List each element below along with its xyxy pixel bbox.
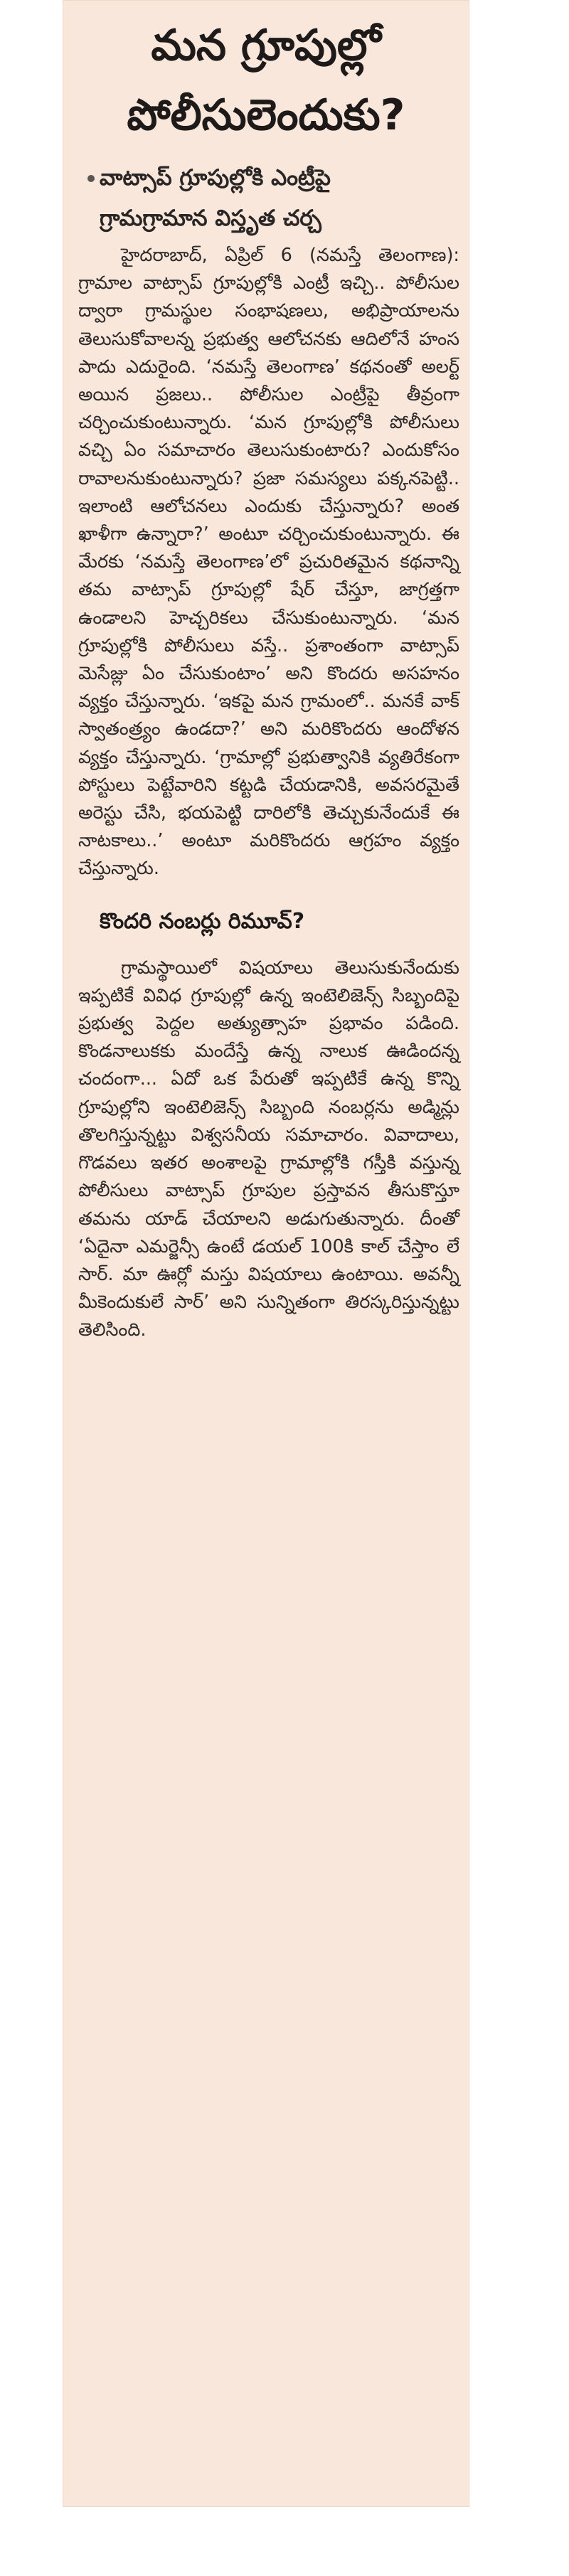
- subheadline: [63, 158, 469, 239]
- article-body-1: [63, 242, 469, 883]
- crosshead: కొందరి నంబర్లు రిమూవ్?: [100, 908, 305, 934]
- bullet-icon: [87, 175, 95, 182]
- article-body-2: [63, 954, 469, 1345]
- newspaper-clipping: [63, 0, 469, 2507]
- subheadline-line-2: గ్రామగ్రామాన విస్తృత చర్చ: [100, 206, 321, 231]
- paragraph-2: గ్రామస్థాయిలో విషయాలు తెలుసుకునేందుకు ఇప్పటికే వివిధ గ్రూపుల్లో ఉన్న ఇంటెలిజెన్స్ సిబ్బందిపై ప్రభుత్వ పెద్దల అత్యుత్సాహ ప్రభావం పడింది. కొండనాలుకకు మందేస్తే ఉన్న నాలుక ఊడిందన్న చందంగా... ఏదో ఒక పేరుతో ఇప్పటికే ఉన్న కొన్ని గ్రూపుల్లోని ఇంటెలిజెన్స్ సిబ్బంది నంబర్లను అడ్మిన్లు తొలగిస్తున్నట్టు విశ్వసనీయ సమాచారం. వివాదాలు, గొడవలు ఇతర అంశాలపై గ్రామాల్లోకి గస్తీకి వస్తున్న పోలీసులు వాట్సాప్ గ్రూపుల ప్రస్తావన తీసుకొస్తూ తమను యాడ్ చేయాలని అడుగుతున్నారు. దీంతో ‘ఏదైనా ఎమర్జెన్సీ ఉంటే డయల్ 100కి కాల్ చేస్తాం లే సార్. మా ఊర్లో మస్తు విషయాలు ఉంటాయి. అవన్నీ మీకెందుకులే సార్’ అని సున్నితంగా తిరస్కరిస్తున్నట్టు తెలిసింది.: [78, 957, 459, 1341]
- headline-line-1: మన గ్రూపుల్లో: [151, 21, 381, 70]
- headline: [63, 0, 469, 148]
- headline-line-2: పోలీసులెందుకు?: [127, 90, 405, 140]
- paragraph-1: హైదరాబాద్, ఏప్రిల్ 6 (నమస్తే తెలంగాణ): గ్రామాల వాట్సాప్ గ్రూపుల్లోకి ఎంట్రీ ఇచ్చి.. పోలీసుల ద్వారా గ్రామస్థుల సంభాషణలు, అభిప్రాయాలను తెలుసుకోవాలన్న ప్రభుత్వ ఆలోచనకు ఆదిలోనే హంస పాదు ఎదురైంది. ‘నమస్తే తెలంగాణ’ కథనంతో అలర్ట్ అయిన ప్రజలు.. పోలీసుల ఎంట్రీపై తీవ్రంగా చర్చించుకుంటున్నారు. ‘మన గ్రూపుల్లోకి పోలీసులు వచ్చి ఏం సమాచారం తెలుసుకుంటారు? ఎందుకోసం రావాలనుకుంటున్నారు? ప్రజా సమస్యలు పక్కనపెట్టి.. ఇలాంటి ఆలోచనలు ఎందుకు చేస్తున్నారు? అంత ఖాళీగా ఉన్నారా?’ అంటూ చర్చించుకుంటున్నారు. ఈ మేరకు ‘నమస్తే తెలంగాణ’లో ప్రచురితమైన కథనాన్ని తమ వాట్సాప్ గ్రూపుల్లో షేర్ చేస్తూ, జాగ్రత్తగా ఉండాలని హెచ్చరికలు చేసుకుంటున్నారు. ‘మన గ్రూపుల్లోకి పోలీసులు వస్తే.. ప్రశాంతంగా వాట్సాప్ మెసేజ్లు ఏం చేసుకుంటాం’ అని కొందరు అసహనం వ్యక్తం చేస్తున్నారు. ‘ఇకపై మన గ్రామంలో.. మనకే వాక్ స్వాతంత్ర్యం ఉండదా?’ అని మరికొందరు ఆందోళన వ్యక్తం చేస్తున్నారు. ‘గ్రామాల్లో ప్రభుత్వానికి వ్యతిరేకంగా పోస్టులు పెట్టేవారిని కట్టడి చేయడానికి, అవసరమైతే అరెస్టు చేసి, భయపెట్టి దారిలోకి తెచ్చుకునేందుకే ఈ నాటకాలు..’ అంటూ మరికొందరు ఆగ్రహం వ్యక్తం చేస్తున్నారు.: [78, 245, 460, 880]
- subheadline-line-1: వాట్సాప్ గ్రూపుల్లోకి ఎంట్రీపై: [100, 165, 331, 191]
